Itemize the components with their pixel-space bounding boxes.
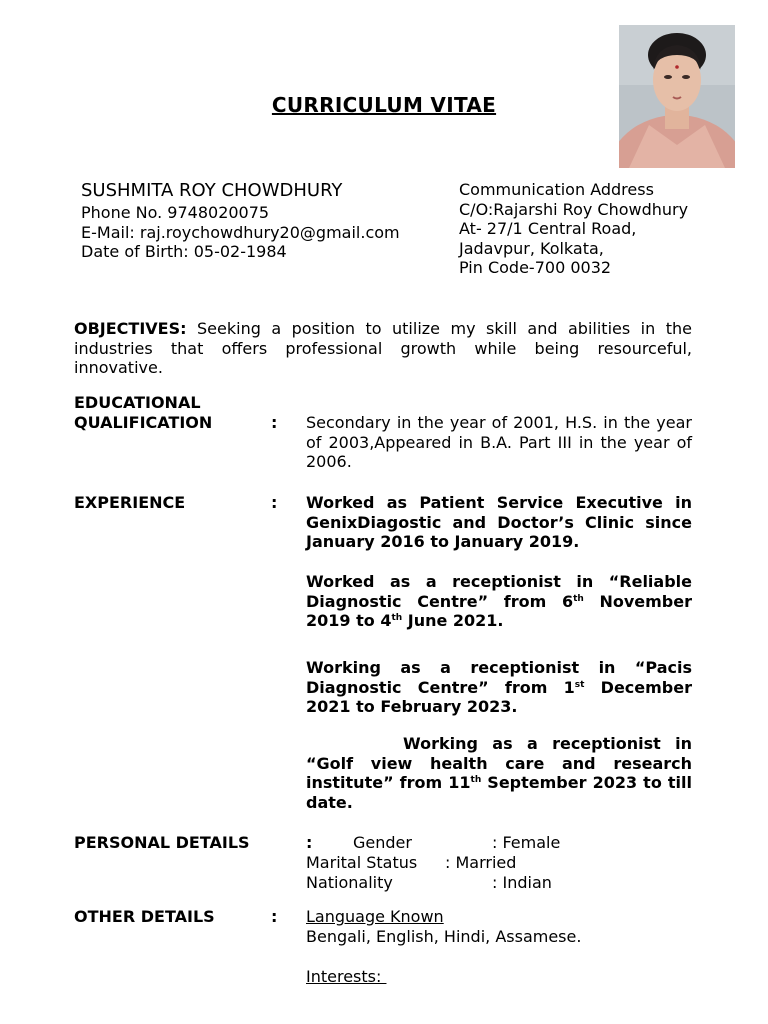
contact-block	[81, 203, 400, 262]
personal-details-label: PERSONAL DETAILS	[74, 833, 250, 852]
objectives-label: OBJECTIVES:	[74, 319, 187, 338]
email-address: E-Mail: raj.roychowdhury20@gmail.com	[81, 222, 400, 242]
experience-item-1: Worked as Patient Service Executive in GenixDiagostic and Doctor’s Clinic since January 2016 to January 2019.	[306, 493, 692, 551]
interests-heading: Interests:	[306, 967, 387, 986]
experience-item-2: Worked as a receptionist in “Reliable Diagnostic Centre” from 6th November 2019 to 4th June 2021.	[306, 572, 692, 630]
marital-status-value: : Married	[445, 853, 517, 872]
communication-address	[459, 180, 699, 278]
address-line-1: C/O:Rajarshi Roy Chowdhury	[459, 199, 689, 219]
languages-list: Bengali, English, Hindi, Assamese.	[306, 927, 582, 946]
education-colon: :	[271, 413, 278, 432]
personal-colon: :	[306, 833, 313, 852]
page-title: CURRICULUM VITAE	[271, 93, 497, 117]
address-line-3: Jadavpur, Kolkata,	[459, 238, 604, 258]
gender-label: Gender	[353, 833, 412, 852]
education-label-line-1: EDUCATIONAL	[74, 393, 201, 412]
experience-colon: :	[271, 493, 278, 512]
nationality-label: Nationality	[306, 873, 393, 892]
address-heading: Communication Address	[459, 180, 654, 199]
address-line-2: At- 27/1 Central Road,	[459, 219, 637, 238]
experience-item-4: Working as a receptionist in “Golf view health care and research institute” from 11th September 2023 to till date.	[306, 734, 692, 812]
gender-value: : Female	[492, 833, 561, 852]
phone-number: Phone No. 9748020075	[81, 203, 270, 222]
other-details-label: OTHER DETAILS	[74, 907, 215, 926]
languages-heading: Language Known	[306, 907, 444, 926]
experience-item-3: Working as a receptionist in “Pacis Diagnostic Centre” from 1st December 2021 to February 2023.	[306, 658, 692, 716]
address-line-4: Pin Code-700 0032	[459, 258, 612, 277]
other-details-colon: :	[271, 907, 278, 926]
experience-label: EXPERIENCE	[74, 493, 186, 512]
nationality-value: : Indian	[492, 873, 552, 892]
education-label-line-2: QUALIFICATION	[74, 412, 213, 432]
education-label	[74, 393, 212, 432]
date-of-birth: Date of Birth: 05-02-1984	[81, 242, 287, 261]
education-text: Secondary in the year of 2001, H.S. in the year of 2003,Appeared in B.A. Part III in the year of 2006.	[306, 413, 692, 471]
objectives-text: Seeking a position to utilize my skill and abilities in the industries that offers professional growth while being resourceful, innovative.	[74, 319, 692, 377]
objectives-section	[74, 319, 692, 378]
marital-status-label: Marital Status	[306, 853, 418, 872]
candidate-name: SUSHMITA ROY CHOWDHURY	[81, 180, 343, 201]
